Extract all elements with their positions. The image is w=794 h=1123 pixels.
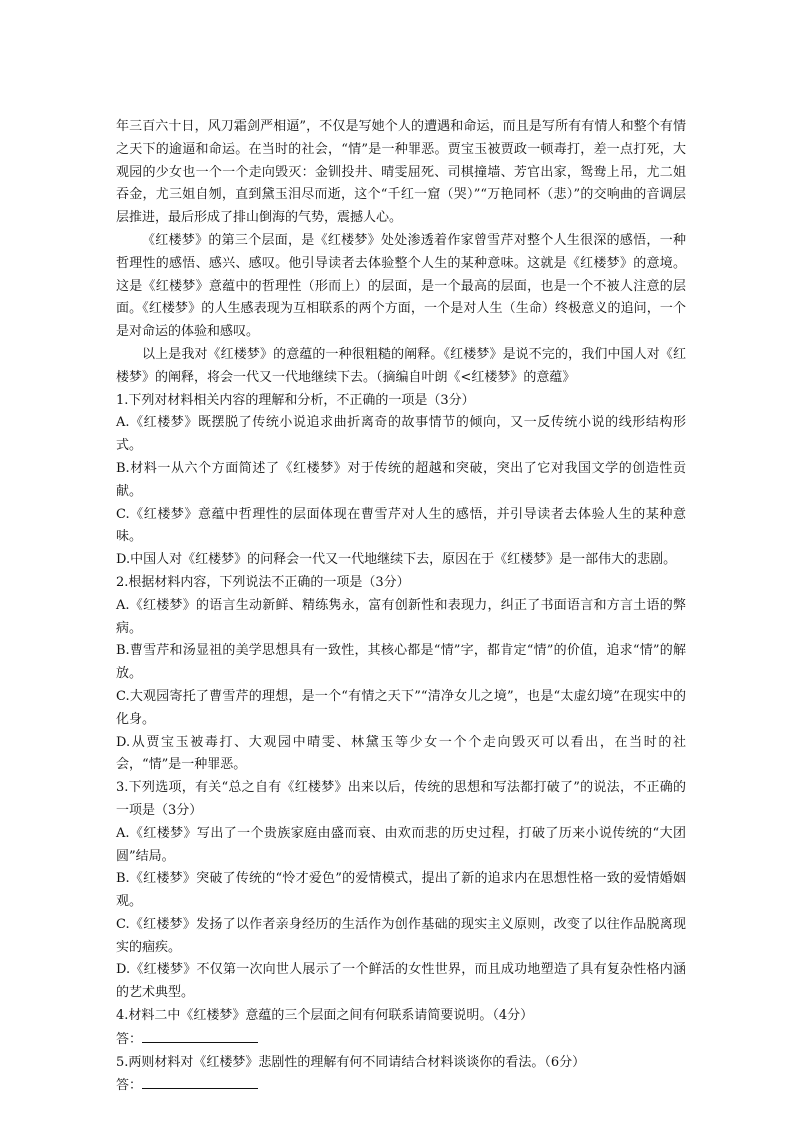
question-stem: 3.下列选项，有关“总之自有《红楼梦》出来以后，传统的思想和写法都打破了”的说法，不正确的一项是（3分） [116,780,686,818]
question-5 [116,1052,686,1099]
answer-label: 答： [116,1031,143,1047]
question-4 [116,1005,686,1052]
option-d[interactable]: D.《红楼梦》不仅第一次向世人展示了一个鲜活的女性世界，而且成功地塑造了具有复杂性格内涵的艺术典型。 [116,962,686,1001]
option-c[interactable]: C.大观园寄托了曹雪芹的理想，是一个“有情之天下”“清净女儿之境”，也是“太虚幻境”在现实中的化身。 [116,688,686,727]
option-a[interactable]: A.《红楼梦》写出了一个贵族家庭由盛而衰、由欢而悲的历史过程，打破了历来小说传统的“大团圆”结局。 [116,825,686,864]
option-d[interactable]: D.中国人对《红楼梦》的问释会一代又一代地继续下去，原因在于《红楼梦》是一部伟大的悲剧。 [116,552,677,568]
option-b[interactable]: B.曹雪芹和汤显祖的美学思想具有一致性，其核心都是“情”字，都肯定“情”的价值，追求“情”的解放。 [116,643,686,682]
question-1 [116,390,686,572]
question-3 [116,777,686,1005]
answer-blank[interactable] [142,1074,258,1089]
answer-row [116,1074,686,1098]
document-page [116,116,686,1098]
option-d[interactable]: D.从贾宝玉被毒打、大观园中晴雯、林黛玉等少女一个个走向毁灭可以看出，在当时的社会，“情”是一种罪恶。 [116,734,686,773]
question-stem: 2.根据材料内容，下列说法不正确的一项是（3分） [116,574,410,590]
option-c[interactable]: C.《红楼梦》意蕴中哲理性的层面体现在曹雪芹对人生的感悟，并引导读者去体验人生的某种意味。 [116,506,686,545]
question-2 [116,572,686,777]
passage-paragraph-1: 年三百六十日，风刀霜剑严相逼”，不仅是写她个人的遭遇和命运，而且是写所有有情人和整个有情之天下的逾逼和命运。在当时的社会，“情”是一种罪恶。贾宝玉被贾政一顿毒打，差一点打死，大观园的少女也一个一个走向毁灭：金钏投井、晴雯屈死、司棋撞墙、芳官出家，鸳鸯上吊，尤二姐吞金，尤三姐自刎，直到黛玉泪尽而逝，这个“千红一窟（哭）”“万艳同杯（悲）”的交响曲的音调层层推进，最后形成了排山倒海的气势，震撼人心。 [116,119,686,226]
passage-paragraph-3: 以上是我对《红楼梦》的意蕴的一种很粗糙的阐释。《红楼梦》是说不完的，我们中国人对《红楼梦》的阐释，将会一代又一代地继续下去。（摘编自叶朗《<红楼梦》的意蕴》 [116,346,686,385]
answer-row [116,1028,686,1052]
option-c[interactable]: C.《红楼梦》发扬了以作者亲身经历的生活作为创作基础的现实主义原则，改变了以往作品脱离现实的痼疾。 [116,916,686,955]
option-b[interactable]: B.材料一从六个方面简述了《红楼梦》对于传统的超越和突破，突出了它对我国文学的创造性贡献。 [116,460,686,499]
option-a[interactable]: A.《红楼梦》既摆脱了传统小说追求曲折离奇的故事情节的倾向，又一反传统小说的线形结构形式。 [116,415,686,454]
answer-blank[interactable] [142,1028,258,1043]
option-a[interactable]: A.《红楼梦》的语言生动新鲜、精练隽永，富有创新性和表现力，纠正了书面语言和方言土语的弊病。 [116,597,686,636]
question-stem: 1.下列对材料相关内容的理解和分析，不正确的一项是（3分） [116,392,475,408]
option-b[interactable]: B.《红楼梦》突破了传统的“怜才爱色”的爱情模式，提出了新的追求内在思想性格一致的爱情婚姻观。 [116,871,686,910]
question-stem: 5.两则材料对《红楼梦》悲剧性的理解有何不同请结合材料谈谈你的看法。（6分） [116,1054,586,1070]
question-stem: 4.材料二中《红楼梦》意蕴的三个层面之间有何联系请简要说明。（4分） [116,1008,534,1024]
answer-label: 答： [116,1078,143,1094]
passage-paragraph-2: 《红楼梦》的第三个层面，是《红楼梦》处处渗透着作家曾雪芹对整个人生很深的感悟，一种哲理性的感悟、感兴、感叹。他引导读者去体验整个人生的某种意味。这就是《红楼梦》的意境。这是《红楼梦》意蕴中的哲理性（形而上）的层面，是一个最高的层面，也是一个不被人注意的层面。《红楼梦》的人生感表现为互相联系的两个方面，一个是对人生（生命）终极意义的追问，一个是对命运的体验和感叹。 [116,232,686,340]
